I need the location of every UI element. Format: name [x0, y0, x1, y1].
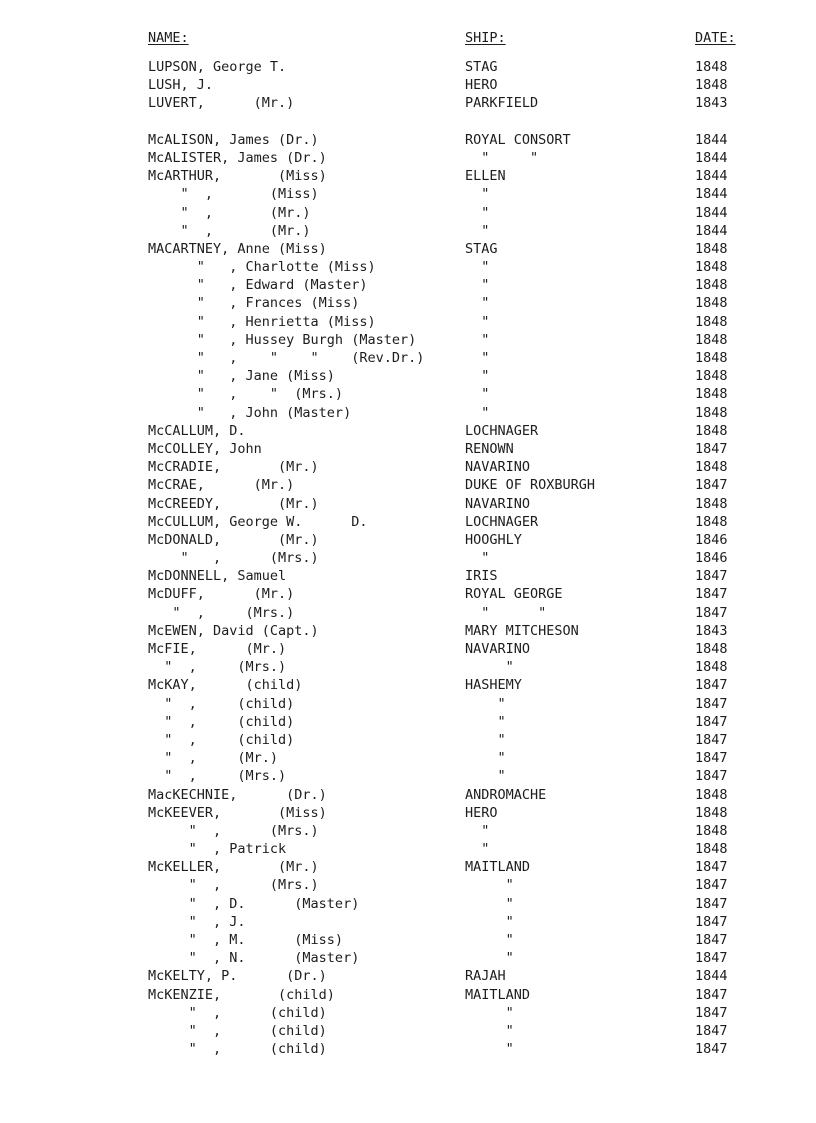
- arrival-date: 1846: [695, 531, 728, 548]
- ship-name: ROYAL GEORGE: [465, 586, 563, 603]
- passenger-name: McCULLUM, George W. D.: [148, 513, 368, 530]
- passenger-row: [0, 513, 816, 531]
- passenger-name: " , " " (Rev.Dr.): [148, 350, 425, 366]
- passenger-name: " , Patrick: [148, 841, 287, 858]
- arrival-date: 1848: [695, 386, 728, 403]
- passenger-name: " , " (Mrs.): [148, 386, 344, 403]
- arrival-date: 1847: [695, 768, 728, 785]
- arrival-date: 1847: [695, 677, 728, 694]
- passenger-name: " , M. (Miss): [148, 932, 344, 948]
- passenger-row: [0, 476, 816, 494]
- arrival-date: 1847: [695, 895, 728, 912]
- ship-column-header: SHIP:: [465, 30, 506, 46]
- arrival-date: 1848: [695, 659, 728, 676]
- passenger-name: " , (child): [148, 1022, 327, 1039]
- arrival-date: 1844: [695, 168, 728, 185]
- passenger-name: " , John (Master): [148, 404, 352, 421]
- arrival-date: 1844: [695, 204, 728, 221]
- ship-name: ": [465, 404, 490, 421]
- ship-name: ROYAL CONSORT: [465, 131, 571, 148]
- arrival-date: 1848: [695, 422, 728, 439]
- passenger-row: [0, 767, 816, 785]
- date-column-header: DATE:: [695, 30, 736, 46]
- passenger-row: [0, 185, 816, 203]
- passenger-name: McKAY, (child): [148, 677, 303, 694]
- passenger-name: " , (child): [148, 713, 295, 730]
- passenger-row: [0, 604, 816, 622]
- ship-name: ": [465, 659, 514, 676]
- passenger-name: McKELTY, P. (Dr.): [148, 968, 327, 985]
- passenger-name: McKEEVER, (Miss): [148, 804, 327, 821]
- passenger-name: McFIE, (Mr.): [148, 641, 287, 657]
- passenger-row: [0, 876, 816, 894]
- arrival-date: 1847: [695, 477, 728, 494]
- ship-name: HERO: [465, 77, 498, 94]
- arrival-date: 1844: [695, 186, 728, 203]
- ship-name: IRIS: [465, 568, 498, 585]
- ship-name: PARKFIELD: [465, 95, 539, 112]
- ship-name: DUKE OF ROXBURGH: [465, 477, 596, 494]
- passenger-row: [0, 786, 816, 804]
- arrival-date: 1847: [695, 586, 728, 603]
- passenger-row: [0, 94, 816, 112]
- ship-name: NAVARINO: [465, 495, 531, 512]
- passenger-name: McDUFF, (Mr.): [148, 586, 295, 603]
- passenger-name: McALISON, James (Dr.): [148, 131, 319, 148]
- passenger-row: [0, 313, 816, 331]
- passenger-name: " , (child): [148, 731, 295, 748]
- arrival-date: 1848: [695, 513, 728, 530]
- passenger-name: " , (Mrs.): [148, 550, 319, 567]
- passenger-row: [0, 731, 816, 749]
- passenger-row: [0, 349, 816, 367]
- passenger-name: " , N. (Master): [148, 950, 360, 967]
- passenger-name: McCOLLEY, John: [148, 440, 262, 457]
- passenger-name: MacKECHNIE, (Dr.): [148, 786, 327, 803]
- passenger-name: " , (Mr.): [148, 750, 279, 767]
- arrival-date: 1844: [695, 131, 728, 148]
- passenger-name: " , (child): [148, 695, 295, 712]
- passenger-row: [0, 422, 816, 440]
- ship-name: ": [465, 768, 506, 785]
- ship-name: ": [465, 386, 490, 403]
- passenger-name: McKELLER, (Mr.): [148, 859, 319, 876]
- passenger-row: [0, 858, 816, 876]
- ship-name: ": [465, 368, 490, 385]
- passenger-row: [0, 1022, 816, 1040]
- ship-name: ": [465, 713, 506, 730]
- passenger-row: [0, 585, 816, 603]
- arrival-date: 1847: [695, 1004, 728, 1021]
- passenger-name: " , Henrietta (Miss): [148, 313, 376, 330]
- ship-name: NAVARINO: [465, 641, 531, 657]
- ship-name: ": [465, 186, 490, 203]
- passenger-name: LUVERT, (Mr.): [148, 95, 295, 112]
- arrival-date: 1847: [695, 713, 728, 730]
- arrival-date: 1848: [695, 313, 728, 330]
- arrival-date: 1847: [695, 986, 728, 1003]
- passenger-name: LUPSON, George T.: [148, 59, 287, 75]
- ship-name: ANDROMACHE: [465, 786, 547, 803]
- passenger-row: [0, 822, 816, 840]
- passenger-name: " , Jane (Miss): [148, 368, 335, 385]
- ship-name: ": [465, 277, 490, 294]
- ship-name: LOCHNAGER: [465, 422, 539, 439]
- passenger-row: [0, 58, 816, 76]
- arrival-date: 1848: [695, 240, 728, 257]
- passenger-row: [0, 495, 816, 513]
- ship-name: ": [465, 350, 490, 366]
- ship-name: ": [465, 913, 514, 930]
- passenger-row: [0, 76, 816, 94]
- arrival-date: 1847: [695, 1022, 728, 1039]
- arrival-date: 1846: [695, 550, 728, 567]
- passenger-row: [0, 986, 816, 1004]
- ship-name: ": [465, 259, 490, 276]
- passenger-row: [0, 713, 816, 731]
- passenger-name: McKENZIE, (child): [148, 986, 335, 1003]
- passenger-row: [0, 640, 816, 658]
- arrival-date: 1844: [695, 149, 728, 166]
- arrival-date: 1847: [695, 950, 728, 967]
- arrival-date: 1847: [695, 695, 728, 712]
- ship-name: MAITLAND: [465, 986, 531, 1003]
- passenger-row: [0, 276, 816, 294]
- arrival-date: 1848: [695, 495, 728, 512]
- passenger-name: " , (Mrs.): [148, 768, 287, 785]
- ship-name: " ": [465, 604, 547, 621]
- name-column-header: NAME:: [148, 30, 189, 46]
- ship-name: ": [465, 895, 514, 912]
- passenger-row: [0, 695, 816, 713]
- arrival-date: 1848: [695, 331, 728, 348]
- passenger-list: [0, 58, 816, 1058]
- passenger-row: [0, 931, 816, 949]
- passenger-row: [0, 1040, 816, 1058]
- passenger-row: [0, 240, 816, 258]
- arrival-date: 1847: [695, 604, 728, 621]
- ship-name: HOOGHLY: [465, 531, 522, 548]
- passenger-name: " , Charlotte (Miss): [148, 259, 376, 276]
- arrival-date: 1843: [695, 622, 728, 639]
- passenger-name: McCREEDY, (Mr.): [148, 495, 319, 512]
- passenger-row: [0, 658, 816, 676]
- ship-name: " ": [465, 149, 539, 166]
- ship-name: RAJAH: [465, 968, 506, 985]
- ship-name: LOCHNAGER: [465, 513, 539, 530]
- passenger-name: McCRAE, (Mr.): [148, 477, 295, 494]
- passenger-row: [0, 549, 816, 567]
- ship-name: ": [465, 822, 490, 839]
- passenger-row: [0, 531, 816, 549]
- passenger-row: [0, 895, 816, 913]
- passenger-row: [0, 404, 816, 422]
- arrival-date: 1848: [695, 459, 728, 476]
- arrival-date: 1848: [695, 259, 728, 276]
- passenger-row: [0, 385, 816, 403]
- arrival-date: 1847: [695, 877, 728, 894]
- ship-name: MARY MITCHESON: [465, 622, 579, 639]
- passenger-row: [0, 622, 816, 640]
- passenger-row: [0, 967, 816, 985]
- passenger-row: [0, 840, 816, 858]
- ship-name: ": [465, 295, 490, 312]
- passenger-name: " , (child): [148, 1041, 327, 1058]
- ship-name: ": [465, 950, 514, 967]
- passenger-row: [0, 1004, 816, 1022]
- passenger-name: McDONALD, (Mr.): [148, 531, 319, 548]
- ship-name: ": [465, 932, 514, 948]
- passenger-name: " , Edward (Master): [148, 277, 368, 294]
- ship-name: ": [465, 331, 490, 348]
- ship-name: ": [465, 1041, 514, 1058]
- arrival-date: 1848: [695, 59, 728, 75]
- arrival-date: 1847: [695, 750, 728, 767]
- passenger-name: " , (Miss): [148, 186, 319, 203]
- arrival-date: 1848: [695, 77, 728, 94]
- ship-name: NAVARINO: [465, 459, 531, 476]
- arrival-date: 1847: [695, 859, 728, 876]
- passenger-row: [0, 913, 816, 931]
- passenger-name: " , (Mr.): [148, 222, 311, 239]
- arrival-date: 1848: [695, 822, 728, 839]
- passenger-name: LUSH, J.: [148, 77, 214, 94]
- ship-name: ": [465, 877, 514, 894]
- arrival-date: 1848: [695, 295, 728, 312]
- passenger-row: [0, 131, 816, 149]
- passenger-row: [0, 949, 816, 967]
- passenger-name: " , (Mrs.): [148, 659, 287, 676]
- passenger-name: MACARTNEY, Anne (Miss): [148, 240, 327, 257]
- ship-name: ": [465, 695, 506, 712]
- ship-name: ": [465, 313, 490, 330]
- ship-name: ": [465, 750, 506, 767]
- ship-name: ": [465, 731, 506, 748]
- arrival-date: 1844: [695, 222, 728, 239]
- passenger-name: McDONNELL, Samuel: [148, 568, 287, 585]
- row-spacer: [0, 113, 816, 131]
- passenger-name: McEWEN, David (Capt.): [148, 622, 319, 639]
- arrival-date: 1847: [695, 932, 728, 948]
- arrival-date: 1848: [695, 804, 728, 821]
- passenger-name: " , (Mrs.): [148, 604, 295, 621]
- passenger-name: McCRADIE, (Mr.): [148, 459, 319, 476]
- ship-name: RENOWN: [465, 440, 514, 457]
- ship-name: ": [465, 204, 490, 221]
- passenger-row: [0, 204, 816, 222]
- passenger-name: " , D. (Master): [148, 895, 360, 912]
- arrival-date: 1848: [695, 641, 728, 657]
- passenger-name: " , (Mrs.): [148, 822, 319, 839]
- ship-name: HASHEMY: [465, 677, 522, 694]
- passenger-row: [0, 149, 816, 167]
- arrival-date: 1847: [695, 731, 728, 748]
- passenger-row: [0, 676, 816, 694]
- ship-name: ": [465, 1022, 514, 1039]
- ship-name: ": [465, 550, 490, 567]
- ship-name: ": [465, 222, 490, 239]
- passenger-name: " , (Mrs.): [148, 877, 319, 894]
- passenger-row: [0, 804, 816, 822]
- ship-name: STAG: [465, 59, 498, 75]
- passenger-row: [0, 167, 816, 185]
- passenger-row: [0, 258, 816, 276]
- ship-name: MAITLAND: [465, 859, 531, 876]
- ship-name: ": [465, 841, 490, 858]
- arrival-date: 1847: [695, 913, 728, 930]
- passenger-row: [0, 567, 816, 585]
- passenger-row: [0, 222, 816, 240]
- arrival-date: 1844: [695, 968, 728, 985]
- passenger-row: [0, 367, 816, 385]
- passenger-name: " , J.: [148, 913, 246, 930]
- arrival-date: 1848: [695, 350, 728, 366]
- arrival-date: 1847: [695, 568, 728, 585]
- passenger-row: [0, 458, 816, 476]
- ship-name: ": [465, 1004, 514, 1021]
- passenger-name: McCALLUM, D.: [148, 422, 246, 439]
- passenger-row: [0, 331, 816, 349]
- passenger-name: " , Frances (Miss): [148, 295, 360, 312]
- arrival-date: 1847: [695, 1041, 728, 1058]
- passenger-name: McARTHUR, (Miss): [148, 168, 327, 185]
- passenger-name: McALISTER, James (Dr.): [148, 149, 327, 166]
- passenger-row: [0, 440, 816, 458]
- arrival-date: 1848: [695, 786, 728, 803]
- passenger-name: " , (child): [148, 1004, 327, 1021]
- passenger-name: " , (Mr.): [148, 204, 311, 221]
- arrival-date: 1848: [695, 841, 728, 858]
- passenger-name: " , Hussey Burgh (Master): [148, 331, 417, 348]
- arrival-date: 1847: [695, 440, 728, 457]
- arrival-date: 1848: [695, 404, 728, 421]
- arrival-date: 1848: [695, 368, 728, 385]
- arrival-date: 1848: [695, 277, 728, 294]
- ship-name: STAG: [465, 240, 498, 257]
- ship-name: ELLEN: [465, 168, 506, 185]
- ship-name: HERO: [465, 804, 498, 821]
- passenger-row: [0, 294, 816, 312]
- passenger-row: [0, 749, 816, 767]
- arrival-date: 1843: [695, 95, 728, 112]
